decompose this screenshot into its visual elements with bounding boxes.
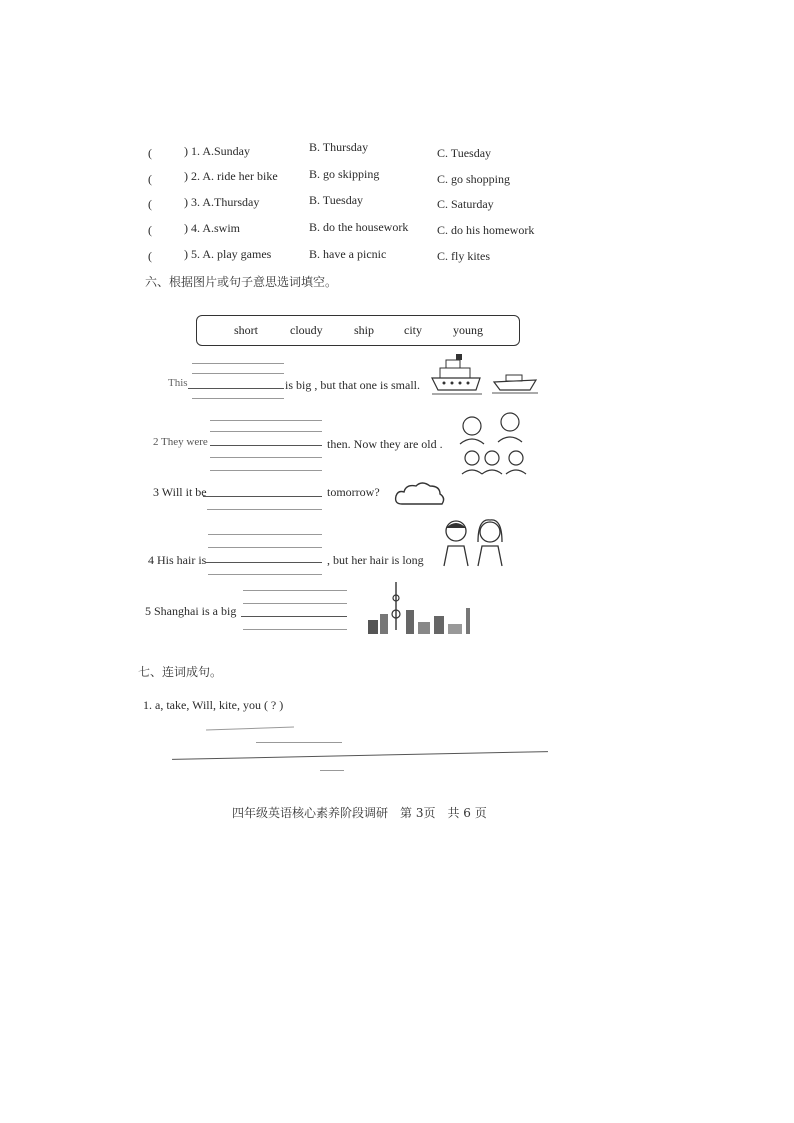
option-c: C. go shopping bbox=[437, 172, 511, 186]
writing-guide-line bbox=[206, 726, 294, 730]
writing-guide-line bbox=[208, 574, 322, 575]
cloud-icon bbox=[394, 480, 446, 508]
sentence-start: 4 His hair is bbox=[148, 553, 207, 567]
writing-guide-line bbox=[207, 509, 322, 510]
writing-guide-line bbox=[192, 373, 284, 374]
option-c: C. Saturday bbox=[437, 197, 494, 211]
writing-guide-line bbox=[210, 470, 322, 471]
word-cloudy: cloudy bbox=[290, 323, 323, 337]
answer-blank[interactable] bbox=[210, 445, 322, 446]
sentence-start: 2 They were bbox=[153, 436, 208, 448]
sentence-end: tomorrow? bbox=[327, 485, 380, 499]
option-a: ) 2. A. ride her bike bbox=[184, 169, 278, 183]
word-order-question-1: 1. a, take, Will, kite, you ( ? ) bbox=[143, 698, 284, 712]
writing-guide-line bbox=[243, 603, 347, 604]
sentence-end: , but her hair is long bbox=[327, 553, 424, 567]
writing-guide-line bbox=[256, 742, 342, 743]
option-c: C. fly kites bbox=[437, 249, 490, 263]
option-c: C. Tuesday bbox=[437, 146, 492, 160]
word-bank-box bbox=[196, 315, 520, 346]
answer-paren[interactable]: ( bbox=[148, 223, 152, 237]
ship-illustration bbox=[430, 350, 540, 400]
answer-blank[interactable] bbox=[205, 562, 322, 563]
sentence-start: 3 Will it be bbox=[153, 485, 207, 499]
word-ship: ship bbox=[354, 323, 375, 337]
option-a: ) 3. A.Thursday bbox=[184, 195, 260, 209]
word-short: short bbox=[234, 323, 258, 337]
answer-paren[interactable]: ( bbox=[148, 172, 152, 186]
writing-guide-line bbox=[192, 363, 284, 364]
option-b: B. do the housework bbox=[309, 220, 409, 234]
writing-guide-line bbox=[243, 629, 347, 630]
answer-blank[interactable] bbox=[172, 751, 548, 760]
sentence-end: is big , but that one is small. bbox=[285, 378, 420, 392]
answer-paren[interactable]: ( bbox=[148, 249, 152, 263]
option-b: B. have a picnic bbox=[309, 247, 387, 261]
word-city: city bbox=[404, 323, 422, 337]
sentence-start: 5 Shanghai is a big bbox=[145, 604, 237, 618]
option-b: B. go skipping bbox=[309, 167, 380, 181]
writing-guide-line bbox=[243, 590, 347, 591]
sentence-start: This bbox=[168, 377, 188, 389]
city-skyline-illustration bbox=[366, 580, 478, 636]
option-a: ) 4. A.swim bbox=[184, 221, 241, 235]
option-a: ) 1. A.Sunday bbox=[184, 144, 250, 158]
answer-paren[interactable]: ( bbox=[148, 146, 152, 160]
option-b: B. Thursday bbox=[309, 140, 369, 154]
writing-guide-line bbox=[210, 457, 322, 458]
word-young: young bbox=[453, 323, 483, 337]
option-a: ) 5. A. play games bbox=[184, 247, 272, 261]
answer-paren[interactable]: ( bbox=[148, 197, 152, 211]
boy-and-girl-illustration bbox=[440, 518, 508, 568]
writing-guide-line bbox=[208, 534, 322, 535]
writing-guide-line bbox=[192, 398, 284, 399]
writing-guide-line bbox=[208, 547, 322, 548]
section-7-title: 七、连词成句。 bbox=[138, 665, 223, 679]
section-6-title: 六、根据图片或句子意思选词填空。 bbox=[145, 275, 338, 289]
writing-guide-line bbox=[210, 431, 322, 432]
young-and-old-people-illustration bbox=[456, 410, 534, 478]
sentence-end: then. Now they are old . bbox=[327, 437, 443, 451]
answer-blank[interactable] bbox=[203, 496, 322, 497]
page-footer: 四年级英语核心素养阶段调研 第 3页 共 6 页 bbox=[232, 806, 487, 820]
answer-blank[interactable] bbox=[241, 616, 347, 617]
option-c: C. do his homework bbox=[437, 223, 535, 237]
writing-guide-line bbox=[320, 770, 344, 771]
answer-blank[interactable] bbox=[188, 388, 284, 389]
option-b: B. Tuesday bbox=[309, 193, 364, 207]
writing-guide-line bbox=[210, 420, 322, 421]
